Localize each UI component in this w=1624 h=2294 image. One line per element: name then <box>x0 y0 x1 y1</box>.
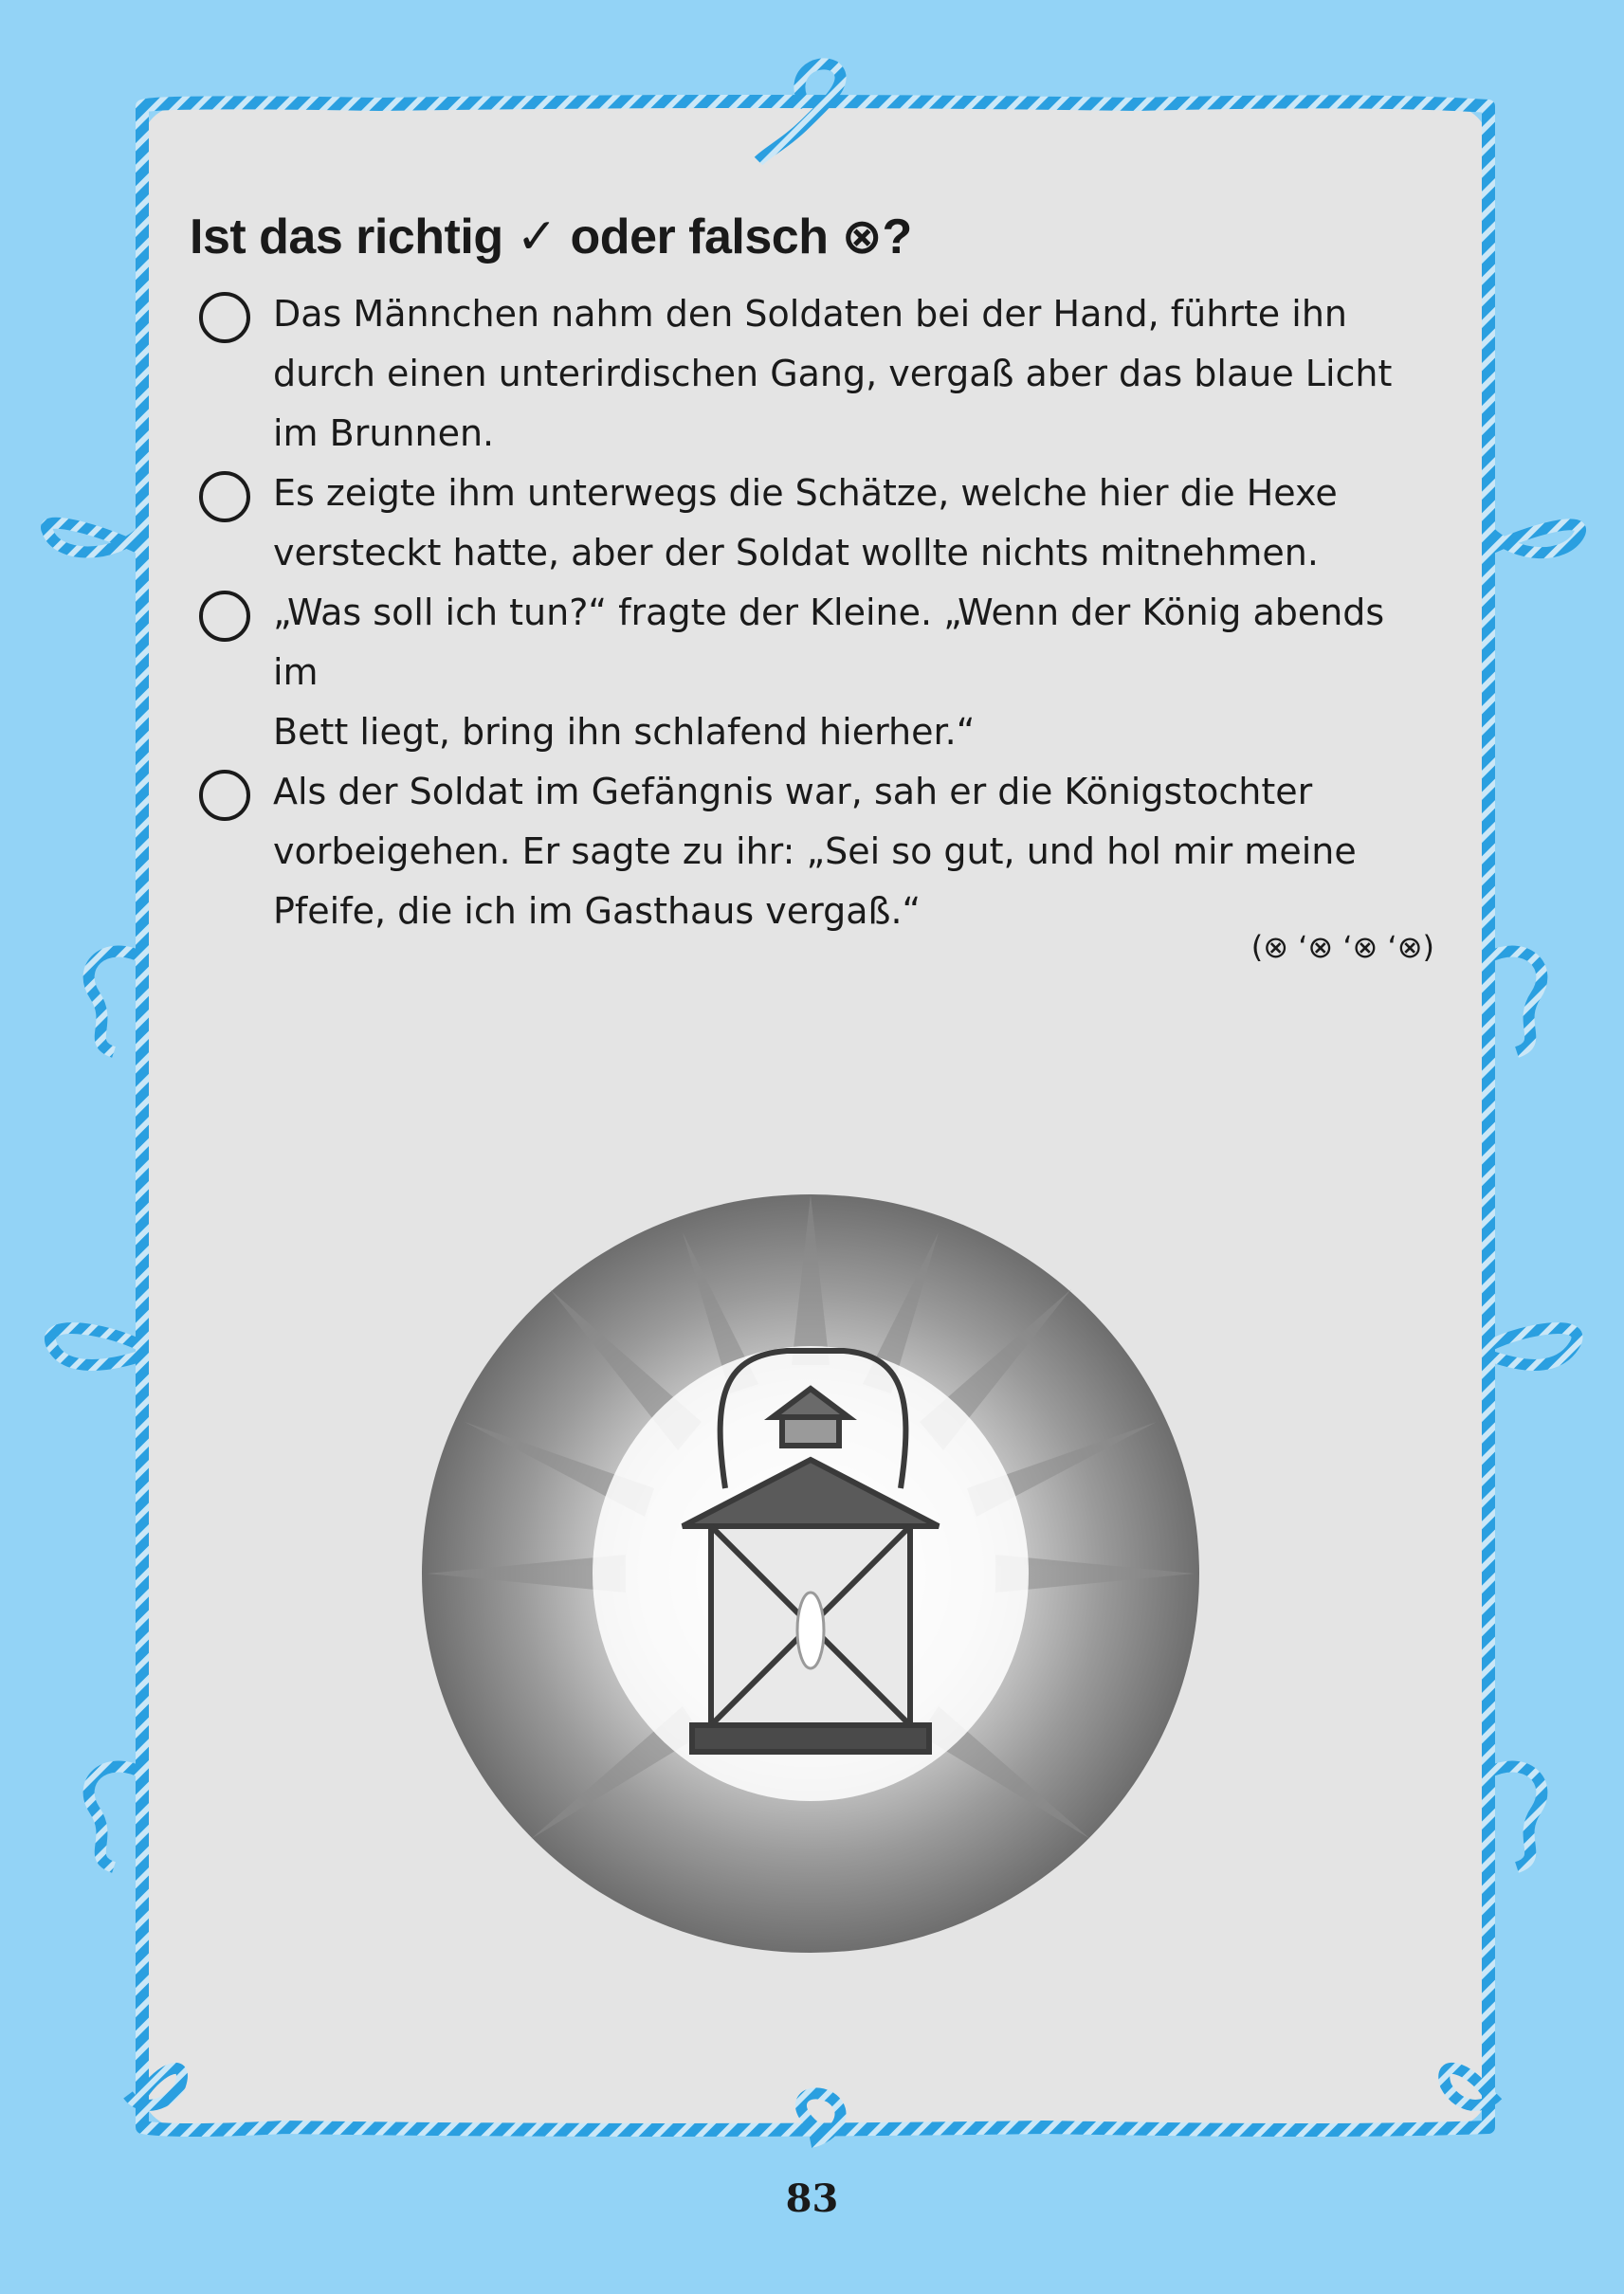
page-title: Ist das richtig ✓ oder falsch ⊗? <box>190 209 912 264</box>
answer-key: (⊗ ‘⊗ ‘⊗ ‘⊗) <box>1250 929 1434 965</box>
worksheet-content <box>190 209 1441 941</box>
statement-circle-icon[interactable] <box>199 591 250 642</box>
page-number: 83 <box>785 2176 839 2221</box>
statement-text: „Was soll ich tun?“ fragte der Kleine. „Wenn der König abends im Bett liegt, bring ihn schlafend hierher.“ <box>273 592 1385 753</box>
lantern-illustration <box>398 1175 1223 1972</box>
statement-text: Das Männchen nahm den Soldaten bei der Hand, führte ihn durch einen unterirdischen Gang, vergaß aber das blaue Licht im Brunnen. <box>273 293 1393 454</box>
statement-row <box>190 464 1441 583</box>
statement-circle-icon[interactable] <box>199 471 250 522</box>
statement-text: Als der Soldat im Gefängnis war, sah er die Königstochter vorbeigehen. Er sagte zu ihr: „Sei so gut, und hol mir meine Pfeife, die ich im Gasthaus vergaß.“ <box>273 771 1357 932</box>
statement-row <box>190 284 1441 464</box>
statement-row <box>190 583 1441 762</box>
statement-circle-icon[interactable] <box>199 770 250 821</box>
statement-text: Es zeigte ihm unterwegs die Schätze, welche hier die Hexe versteckt hatte, aber der Soldat wollte nichts mitnehmen. <box>273 472 1338 574</box>
statement-row <box>190 762 1441 941</box>
statement-circle-icon[interactable] <box>199 292 250 343</box>
